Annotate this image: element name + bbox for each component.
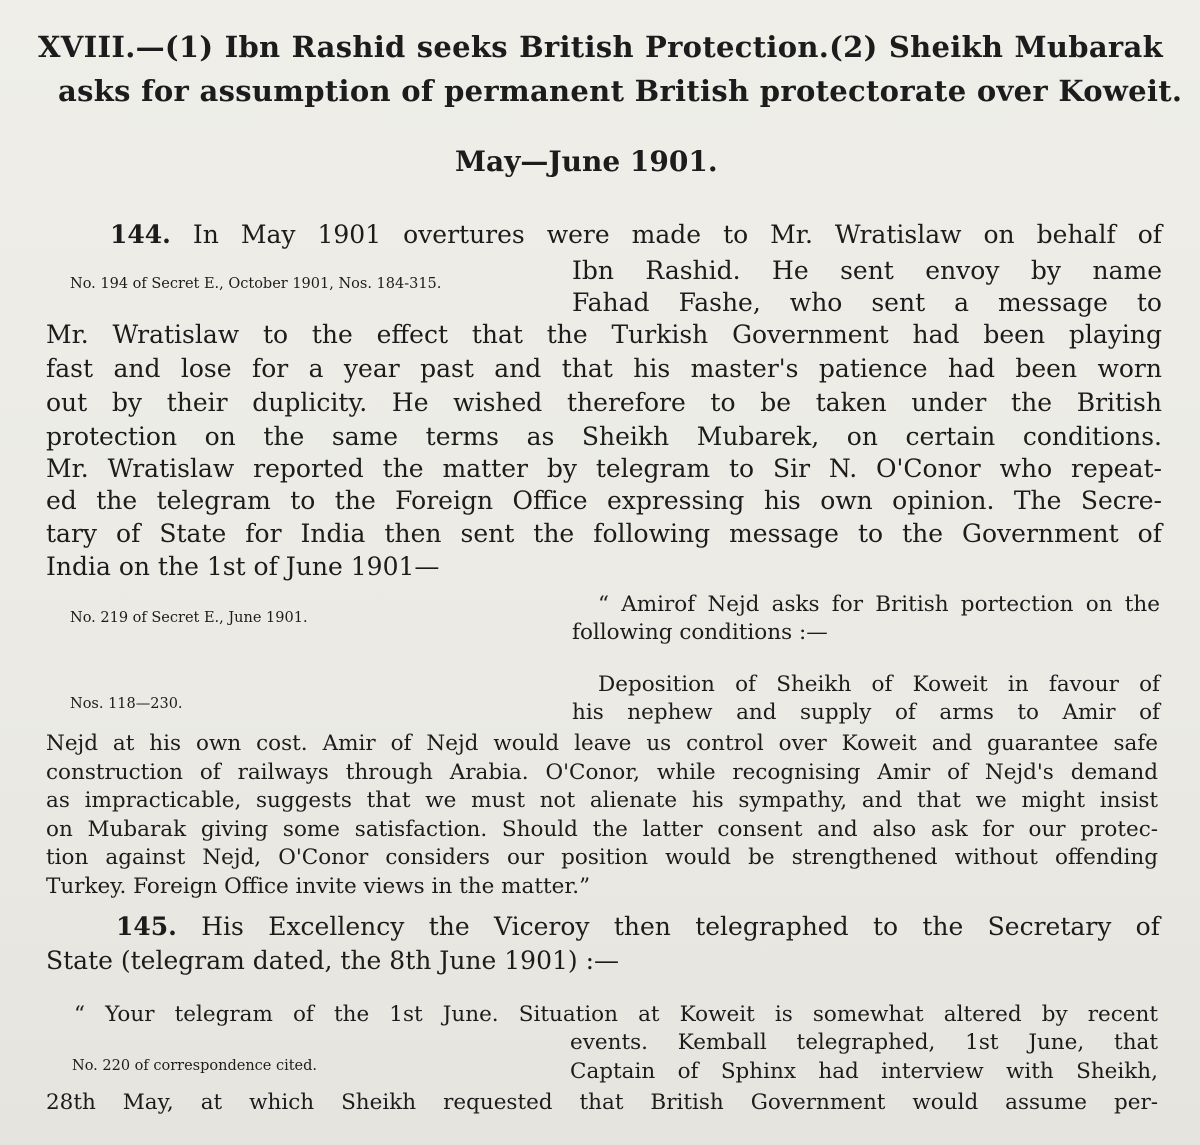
margin-note-219: No. 219 of Secret E., June 1901. [70,610,308,626]
heading-line-1: XVIII.—(1) Ibn Rashid seeks British Protection.(2) Sheikh Mubarak [38,30,1163,64]
quote-3-last-line: 28th May, at which Sheikh requested that British Government would assume per- [46,1090,1158,1115]
para-144-line: tary of State for India then sent the following message to the Government of [46,519,1162,548]
para-144-line: protection on the same terms as Sheikh Mubarek, on certain conditions. [46,422,1162,451]
para-145-number: 145. [116,912,177,941]
para-144-right-line-2: Fahad Fashe, who sent a message to [572,288,1162,317]
quote-1-line-2: following conditions :— [572,620,828,645]
margin-note-194: No. 194 of Secret E., October 1901, Nos. 184-315. [70,276,442,292]
quote-2-line: tion against Nejd, O'Conor considers our position would be strengthened without offending [46,845,1158,870]
quote-2-right-line-2: his nephew and supply of arms to Amir of [572,700,1160,725]
para-145-text: His Excellency the Viceroy then telegraphed to the Secretary of [201,912,1160,941]
quote-2-line: construction of railways through Arabia. O'Conor, while recognising Amir of Nejd's demand [46,760,1158,785]
para-144-line: fast and lose for a year past and that his master's patience had been worn [46,354,1162,383]
para-144-right-line-1: Ibn Rashid. He sent envoy by name [572,256,1162,285]
heading-line-2: asks for assumption of permanent British protectorate over Koweit. [58,74,1183,108]
date-subheading: May—June 1901. [455,145,718,178]
quote-2-line: Nejd at his own cost. Amir of Nejd would leave us control over Koweit and guarantee safe [46,731,1158,756]
quote-3-right-line-1: events. Kemball telegraphed, 1st June, that [570,1030,1158,1055]
para-144-line: ed the telegram to the Foreign Office expressing his own opinion. The Secre- [46,486,1162,515]
quote-1-line-1: “ Amirof Nejd asks for British portection on the [598,592,1160,617]
para-144-number: 144. [110,220,171,249]
margin-note-118: Nos. 118—230. [70,696,183,712]
para-145-first-line [116,912,1160,941]
para-144-line: out by their duplicity. He wished therefore to be taken under the British [46,388,1162,417]
para-144-first-line [110,220,1162,249]
para-144-line: Mr. Wratislaw to the effect that the Turkish Government had been playing [46,320,1162,349]
quote-2-last-line: Turkey. Foreign Office invite views in the matter.” [46,874,591,899]
quote-3-first-line: “ Your telegram of the 1st June. Situation at Koweit is somewhat altered by recent [74,1002,1158,1027]
para-144-text: In May 1901 overtures were made to Mr. Wratislaw on behalf of [192,220,1162,249]
quote-2-line: on Mubarak giving some satisfaction. Should the latter consent and also ask for our protec- [46,817,1158,842]
para-144-line: Mr. Wratislaw reported the matter by telegram to Sir N. O'Conor who repeat- [46,454,1162,483]
para-145-last-line: State (telegram dated, the 8th June 1901) :— [46,946,620,975]
quote-2-line: as impracticable, suggests that we must not alienate his sympathy, and that we might insist [46,788,1158,813]
quote-2-right-line-1: Deposition of Sheikh of Koweit in favour of [598,672,1160,697]
margin-note-220: No. 220 of correspondence cited. [72,1058,318,1074]
para-144-last-line: India on the 1st of June 1901— [46,552,440,581]
quote-3-right-line-2: Captain of Sphinx had interview with Sheikh, [570,1059,1158,1084]
